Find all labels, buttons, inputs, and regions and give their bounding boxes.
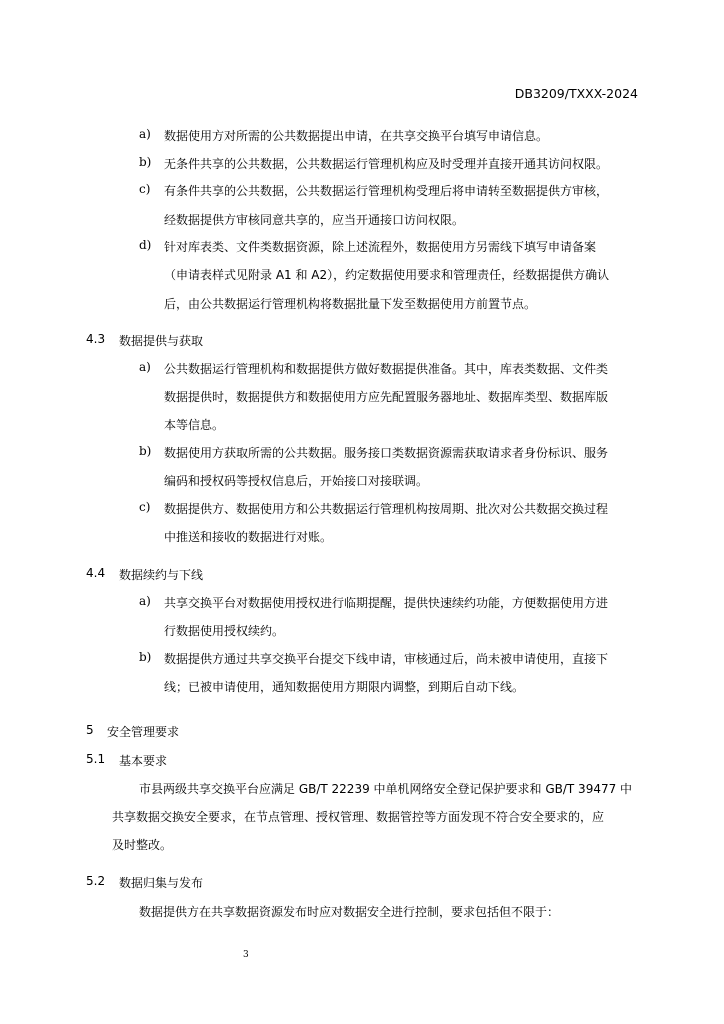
section-title: 基本要求 [119, 754, 168, 768]
list-marker-c: c) [139, 500, 151, 514]
list-marker-d: d) [139, 238, 152, 252]
section-number: 5.2 [86, 874, 106, 888]
page-number: 3 [243, 950, 249, 960]
list-item-line: 编码和授权码等授权信息后，开始接口对接联调。 [164, 474, 429, 488]
paragraph-line: 及时整改。 [112, 838, 173, 852]
section-title: 数据归集与发布 [119, 876, 204, 890]
section-number: 5.1 [86, 752, 106, 766]
paragraph-line: 共享数据交换安全要求，在节点管理、授权管理、数据管控等方面发现不符合安全要求的，应 [112, 810, 605, 824]
list-item-line: 针对库表类、文件类数据资源，除上述流程外，数据使用方另需线下填写申请备案 [164, 240, 597, 254]
chapter-number: 5 [86, 723, 94, 737]
document-code: DB3209/TXXX-2024 [514, 86, 638, 101]
list-item-line: 经数据提供方审核同意共享的，应当开通接口访问权限。 [164, 213, 465, 227]
list-item-line: 数据提供方通过共享交换平台提交下线申请，审核通过后，尚未被申请使用，直接下 [164, 652, 609, 666]
list-marker-b: b) [139, 155, 152, 169]
list-marker-c: c) [139, 182, 151, 196]
list-item-line: 数据提供方、数据使用方和公共数据运行管理机构按周期、批次对公共数据交换过程 [164, 502, 609, 516]
section-title: 数据提供与获取 [119, 334, 204, 348]
list-marker-a: a) [139, 360, 151, 374]
list-marker-a: a) [139, 594, 151, 608]
list-item-line: 本等信息。 [164, 418, 225, 432]
list-item-line: 公共数据运行管理机构和数据提供方做好数据提供准备。其中，库表类数据、文件类 [164, 362, 609, 376]
list-item-line: 有条件共享的公共数据，公共数据运行管理机构受理后将申请转至数据提供方审核， [164, 184, 609, 198]
list-item-line: 数据使用方对所需的公共数据提出申请，在共享交换平台填写申请信息。 [164, 129, 549, 143]
list-item-line: （申请表样式见附录 A1 和 A2），约定数据使用要求和管理责任，经数据提供方确认 [164, 268, 610, 282]
list-item-line: 后，由公共数据运行管理机构将数据批量下发至数据使用方前置节点。 [164, 297, 537, 311]
list-item-line: 共享交换平台对数据使用授权进行临期提醒，提供快速续约功能，方便数据使用方进 [164, 596, 609, 610]
list-item-line: 数据使用方获取所需的公共数据。服务接口类数据资源需获取请求者身份标识、服务 [164, 446, 609, 460]
section-number: 4.3 [86, 332, 106, 346]
list-item-line: 行数据使用授权续约。 [164, 624, 285, 638]
paragraph-line: 数据提供方在共享数据资源发布时应对数据安全进行控制，要求包括但不限于： [139, 905, 560, 919]
list-marker-b: b) [139, 444, 152, 458]
section-number: 4.4 [86, 566, 106, 580]
list-item-line: 中推送和接收的数据进行对账。 [164, 530, 333, 544]
list-item-line: 数据提供时，数据提供方和数据使用方应先配置服务器地址、数据库类型、数据库版 [164, 390, 609, 404]
section-title: 数据续约与下线 [119, 568, 204, 582]
list-item-line: 无条件共享的公共数据，公共数据运行管理机构应及时受理并直接开通其访问权限。 [164, 157, 609, 171]
list-marker-a: a) [139, 127, 151, 141]
chapter-title: 安全管理要求 [107, 725, 180, 739]
list-item-line: 线；已被申请使用，通知数据使用方期限内调整，到期后自动下线。 [164, 680, 525, 694]
paragraph-line: 市县两级共享交换平台应满足 GB/T 22239 中单机网络安全登记保护要求和 GB/T 39477 中 [139, 782, 633, 796]
list-marker-b: b) [139, 650, 152, 664]
